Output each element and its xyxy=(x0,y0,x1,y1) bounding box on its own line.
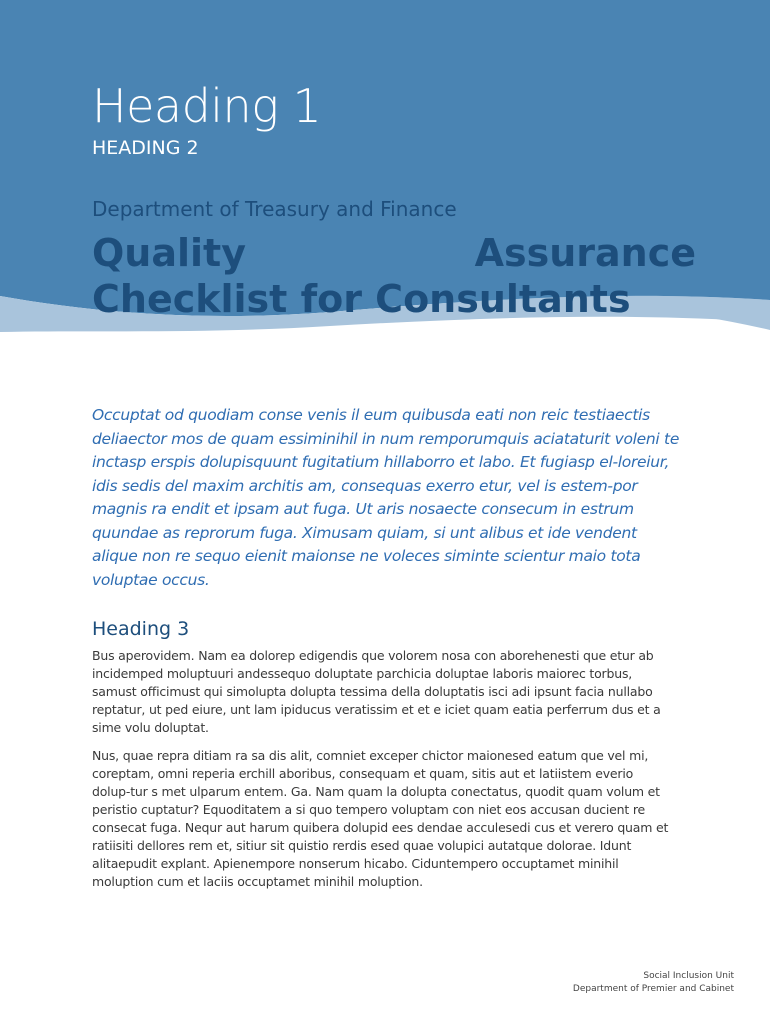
body-paragraph-1: Bus aperovidem. Nam ea dolorep edigendis que volorem nosa con aborehenesti que etur ab incidemped moluptuuri andessequo doluptate parchicia doluptae laboris maiorec torbus, samust officimust qui simolupta dolupta tessima della doluptatis isci adi ipsunt facia nullabo reptatur, ut ped eiure, unt lam ipiducus veratissim et et e iciet quam eatia perferrum dus et a sime volu doluptat. xyxy=(92,648,661,735)
department-name: Department of Treasury and Finance xyxy=(92,197,457,221)
heading-3: Heading 3 xyxy=(92,618,190,640)
heading-2: HEADING 2 xyxy=(92,137,199,159)
document-title xyxy=(92,230,696,322)
title-line-2: Checklist for Consultants xyxy=(92,277,631,321)
heading-1: Heading 1 xyxy=(92,79,322,133)
footer-department: Department of Premier and Cabinet xyxy=(572,984,734,994)
title-line-1 xyxy=(92,230,696,276)
body-paragraph-2: Nus, quae repra ditiam ra sa dis alit, comniet exceper chictor maionesed eatum que vel mi, coreptam, omni reperia erchill aboribus, consequam et quam, sitis aut et latiistem everio dolup-tur s met ulparum entem. Ga. Nam quam la dolupta conectatus, quodit quam volum et peristio cuptatur? Equoditatem a si quo tempero voluptam con niet eos accusan ducient re consecat fuga. Nequr aut harum quibera dolupid ees dendae acculesedi cus et verero quam et ratiisiti dellores rem et, sitiur sit quistio rerdis esed quae volupici autatque dolorae. Idunt alitaepudit explant. Apienempore nonserum hicabo. Ciduntempero occuptamet minihil moluption cum et laciis occuptamet minihil moluption. xyxy=(92,748,669,889)
title-word-quality: Quality xyxy=(92,231,246,275)
body-text xyxy=(92,647,670,901)
intro-paragraph: Occuptat od quodiam conse venis il eum quibusda eati non reic testiaectis deliaector mos de quam essiminihil in num remporumquis aciataturit voleni te inctasp erspis dolupisquunt fugitatium hillaborro et labo. Et fugiasp el-loreiur, idis sedis del maxim architis am, consequas exerro etur, vel is estem-por magnis ra endit et ipsam aut fuga. Ut aris nosaecte consecum in estrum quundae as reprorum fuga. Ximusam quiam, si unt alibus et ide vendent alique non re sequo eienit maionse ne voleces siminte scientur maio tota voluptae occus. xyxy=(92,406,680,589)
footer-credit xyxy=(573,970,734,996)
title-word-assurance: Assurance xyxy=(474,231,696,275)
footer-unit: Social Inclusion Unit xyxy=(643,971,734,981)
